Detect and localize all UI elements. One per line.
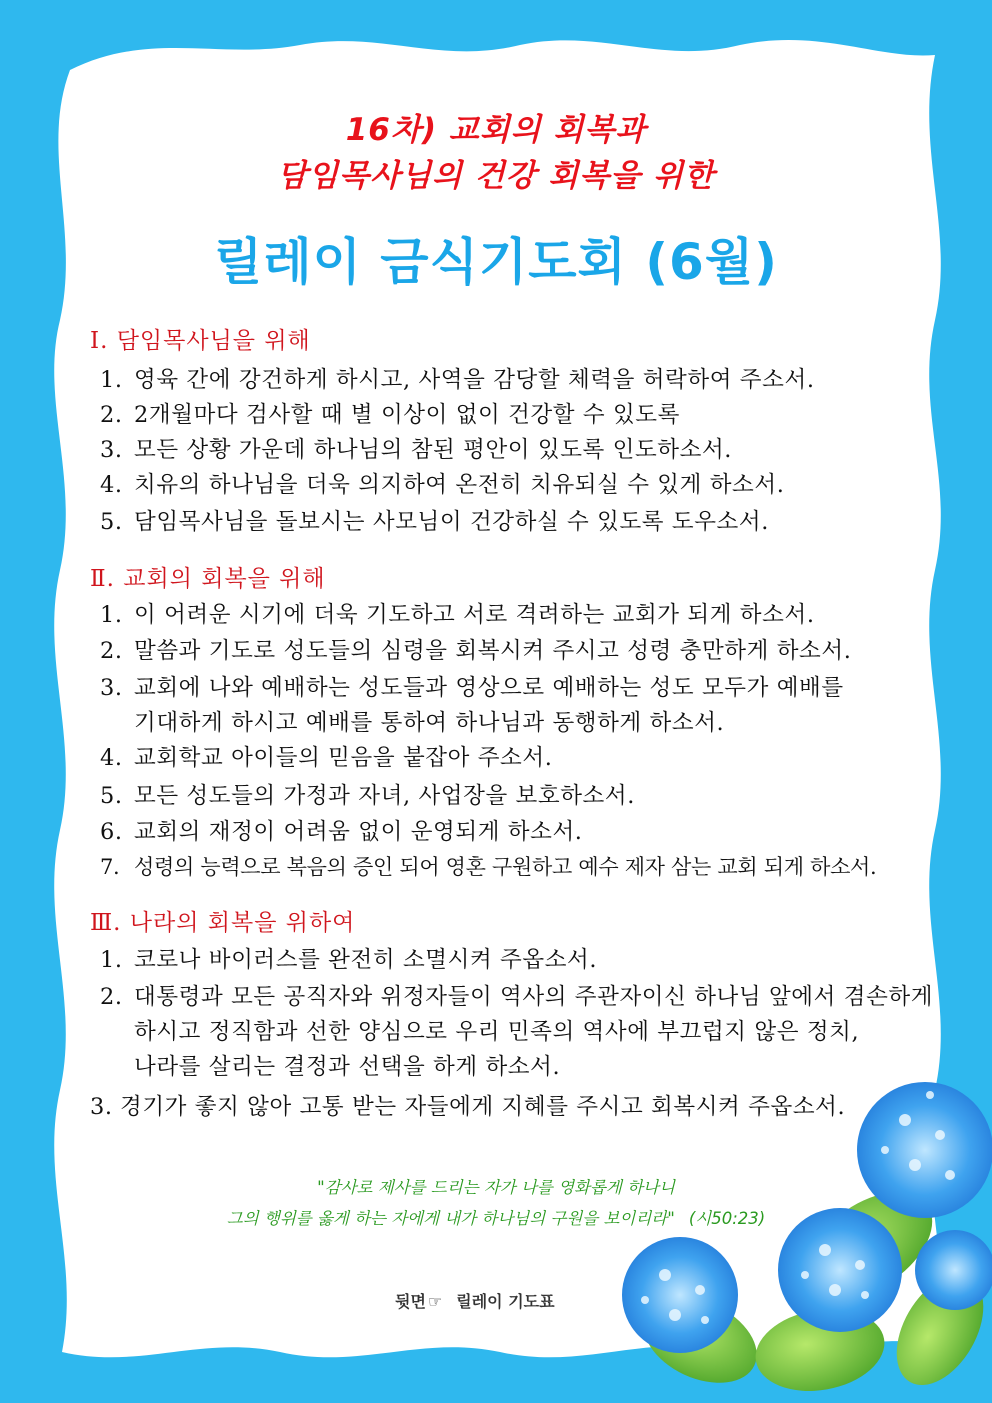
list-item-continuation: 나라를 살리는 결정과 선택을 하게 하소서. [134,1054,561,1080]
back-side-note: 뒷면 ☞ 릴레이 기도표 [395,1292,555,1311]
list-item: 6. 교회의 재정이 어려움 없이 운영되게 하소서. [100,819,583,845]
list-item: 4. 치유의 하나님을 더욱 의지하여 온전히 치유되실 수 있게 하소서. [100,472,785,498]
list-item: 1. 영육 간에 강건하게 하시고, 사역을 감당할 체력을 허락하여 주소서. [100,367,815,393]
list-item: 3. 경기가 좋지 않아 고통 받는 자들에게 지혜를 주시고 회복시켜 주옵소서. [90,1094,846,1120]
pointing-hand-icon: ☞ [427,1292,443,1311]
list-item: 2. 대통령과 모든 공직자와 위정자들이 역사의 주관자이신 하나님 앞에서 겸손하게 [100,984,934,1010]
verse-line-1: "감사로 제사를 드리는 자가 나를 영화롭게 하나니 [317,1178,675,1197]
list-item: 2. 말씀과 기도로 성도들의 심령을 회복시켜 주시고 성령 충만하게 하소서. [100,638,852,664]
list-item: 3. 모든 상황 가운데 하나님의 참된 평안이 있도록 인도하소서. [100,437,733,463]
list-item: 3. 교회에 나와 예배하는 성도들과 영상으로 예배하는 성도 모두가 예배를 [100,675,844,701]
verse-line-2: 그의 행위를 옳게 하는 자에게 내가 하나님의 구원을 보이리라" (시50:23) [226,1209,766,1228]
list-item-continuation: 하시고 정직함과 선한 양심으로 우리 민족의 역사에 부끄럽지 않은 정치, [134,1019,860,1045]
subtitle-line-2: 담임목사님의 건강 회복을 위한 [277,158,715,194]
list-item: 4. 교회학교 아이들의 믿음을 붙잡아 주소서. [100,745,553,771]
section-heading-3: Ⅲ. 나라의 회복을 위하여 [90,910,356,936]
section-heading-2: Ⅱ. 교회의 회복을 위해 [90,566,326,592]
list-item: 5. 모든 성도들의 가정과 자녀, 사업장을 보호하소서. [100,783,635,809]
list-item: 2. 2개월마다 검사할 때 별 이상이 없이 건강할 수 있도록 [100,402,680,428]
list-item: 5. 담임목사님을 돌보시는 사모님이 건강하실 수 있도록 도우소서. [100,509,769,535]
list-item: 7. 성령의 능력으로 복음의 증인 되어 영혼 구원하고 예수 제자 삼는 교회 되게 하소서. [100,855,877,879]
section-heading-1: Ⅰ. 담임목사님을 위해 [90,328,311,354]
list-item-continuation: 기대하게 하시고 예배를 통하여 하나님과 동행하게 하소서. [134,710,725,736]
page-title: 릴레이 금식기도회 (6월) [213,233,778,291]
subtitle-line-1: 16차) 교회의 회복과 [345,112,647,148]
list-item: 1. 이 어려운 시기에 더욱 기도하고 서로 격려하는 교회가 되게 하소서. [100,602,815,628]
list-item: 1. 코로나 바이러스를 완전히 소멸시켜 주옵소서. [100,947,598,973]
verse-reference: (시50:23) [688,1209,766,1228]
